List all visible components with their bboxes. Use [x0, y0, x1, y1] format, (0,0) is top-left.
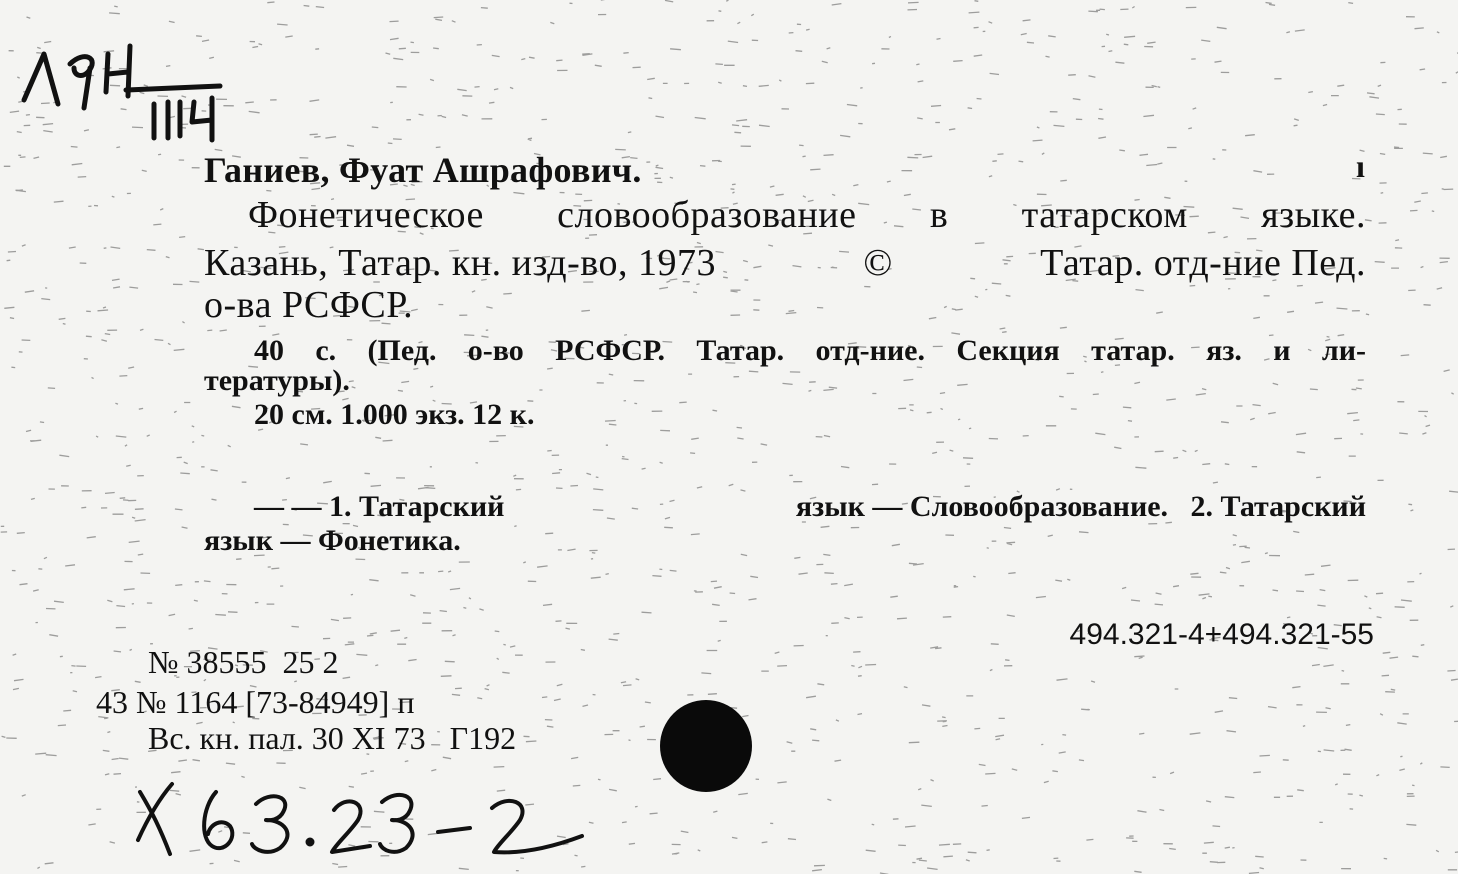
- subject-headings-line-2: язык — Фонетика.: [204, 524, 461, 557]
- title-line-1: Фонетическое словообразование в татарском языке.: [248, 194, 1366, 236]
- subject-headings-line-1: [254, 492, 1366, 522]
- imprint-line: [204, 244, 1366, 282]
- registry-line-1: № 38555 25 2: [148, 644, 339, 680]
- author-heading: Ганиев, Фуат Ашрафович.: [204, 150, 642, 190]
- punch-hole: [660, 700, 752, 792]
- collation-series-continuation: тературы).: [204, 364, 350, 397]
- registry-line-2: 43 № 1164 [73-84949] п: [96, 684, 415, 720]
- imprint-continuation: о-ва РСФСР.: [204, 284, 414, 326]
- subject-1-start: — — 1. Татарский: [254, 490, 505, 523]
- imprint-place-publisher-year: Казань, Татар. кн. изд-во, 1973: [204, 242, 716, 284]
- handwritten-inventory-number: [120, 768, 590, 868]
- classification-number: 494.321-4+494.321-55: [1069, 618, 1374, 651]
- registry-line-3: Вс. кн. пал. 30 XI 73 Г192: [148, 720, 517, 756]
- collation-size-copies-price: 20 см. 1.000 экз. 12 к.: [254, 398, 535, 431]
- copyright-symbol: ©: [863, 242, 893, 284]
- handwritten-shelfmark: [8, 22, 248, 132]
- copyright-holder: Татар. отд-ние Пед.: [1040, 242, 1366, 284]
- subject-1-2-rest: язык — Словообразование. 2. Татарский: [795, 490, 1366, 523]
- collation-pages-series: 40 с. (Пед. о-во РСФСР. Татар. отд-ние. Секция татар. яз. и ли-: [254, 334, 1366, 367]
- corner-mark: ı: [1356, 148, 1365, 184]
